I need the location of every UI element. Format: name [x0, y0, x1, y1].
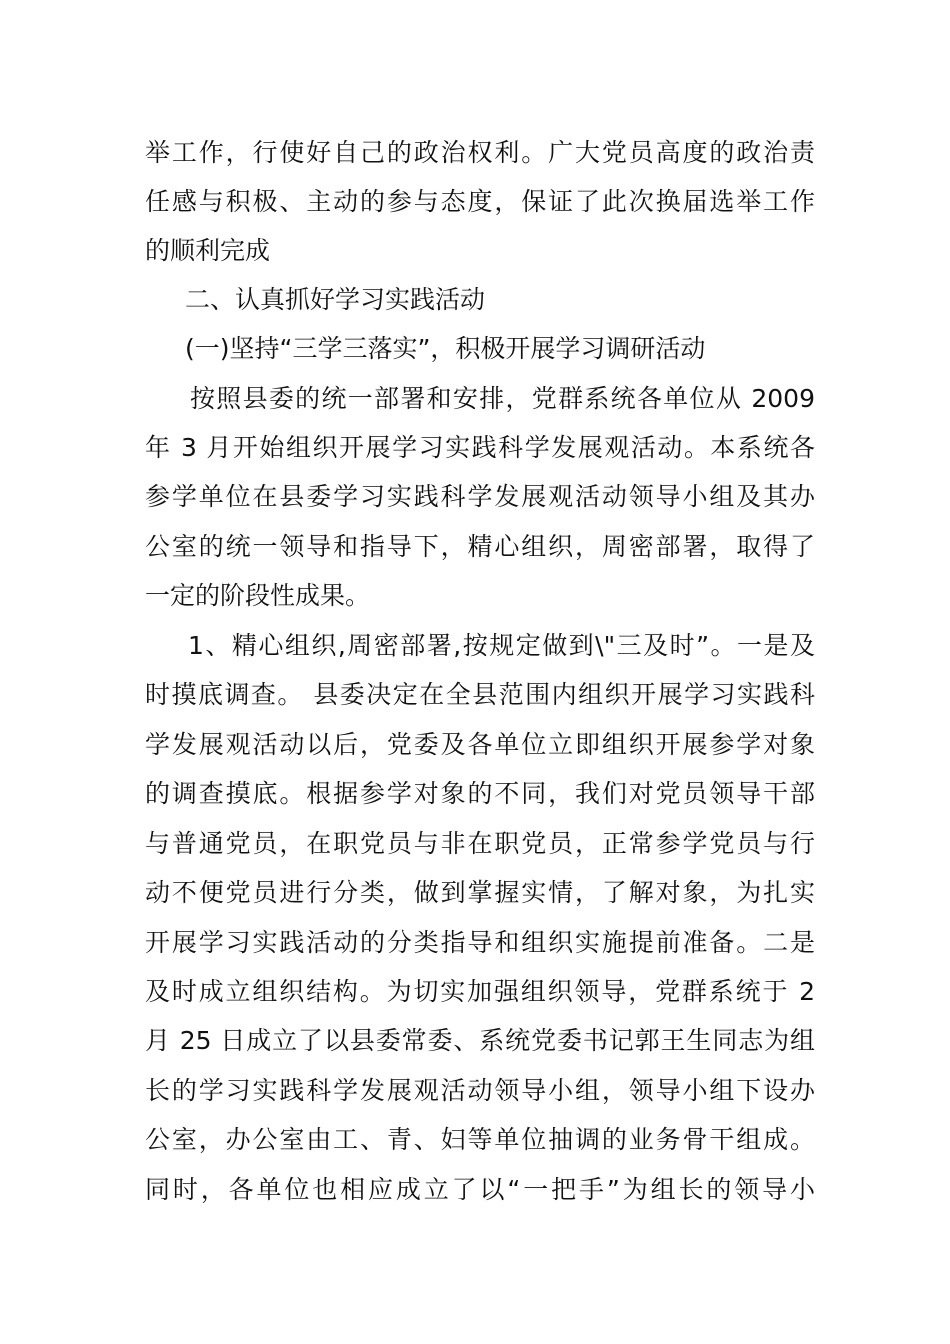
text-line-18: 及时成立组织结构。为切实加强组织领导，党群系统于 2 — [145, 977, 815, 1006]
text-line-17: 开展学习实践活动的分类指导和组织实施提前准备。二是 — [145, 928, 815, 957]
text-line-16: 动不便党员进行分类，做到掌握实情，了解对象，为扎实 — [145, 878, 815, 907]
section-heading: 二、认真抓好学习实践活动 — [185, 285, 486, 314]
text-line-19: 月 25 日成立了以县委常委、系统党委书记郭王生同志为组 — [145, 1026, 815, 1055]
text-line-12: 时摸底调查。 县委决定在全县范围内组织开展学习实践科 — [145, 680, 815, 709]
text-line-15: 与普通党员，在职党员与非在职党员，正常参学党员与行 — [145, 829, 815, 858]
text-line-1: 举工作，行使好自己的政治权利。广大党员高度的政治责 — [145, 138, 815, 167]
text-line-20: 长的学习实践科学发展观活动领导小组，领导小组下设办 — [145, 1076, 815, 1105]
text-line-6: 按照县委的统一部署和安排，党群系统各单位从 2009 — [190, 384, 815, 413]
text-line-7: 年 3 月开始组织开展学习实践科学发展观活动。本系统各 — [145, 433, 815, 462]
subsection-heading: (一)坚持“三学三落实”，积极开展学习调研活动 — [185, 334, 706, 363]
text-line-21: 公室，办公室由工、青、妇等单位抽调的业务骨干组成。 — [145, 1125, 815, 1154]
text-line-9: 公室的统一领导和指导下，精心组织，周密部署，取得了 — [145, 532, 815, 561]
text-line-14: 的调查摸底。根据参学对象的不同，我们对党员领导干部 — [145, 779, 815, 808]
text-line-8: 参学单位在县委学习实践科学发展观活动领导小组及其办 — [145, 482, 815, 511]
text-line-13: 学发展观活动以后，党委及各单位立即组织开展参学对象 — [145, 730, 815, 759]
text-line-10: 一定的阶段性成果。 — [145, 581, 371, 610]
text-line-11: 1、精心组织,周密部署,按规定做到\"三及时”。一是及 — [188, 631, 815, 660]
text-line-22: 同时，各单位也相应成立了以“一把手”为组长的领导小 — [145, 1175, 815, 1204]
text-line-3: 的顺利完成 — [145, 236, 271, 265]
text-line-2: 任感与积极、主动的参与态度，保证了此次换届选举工作 — [145, 187, 815, 216]
